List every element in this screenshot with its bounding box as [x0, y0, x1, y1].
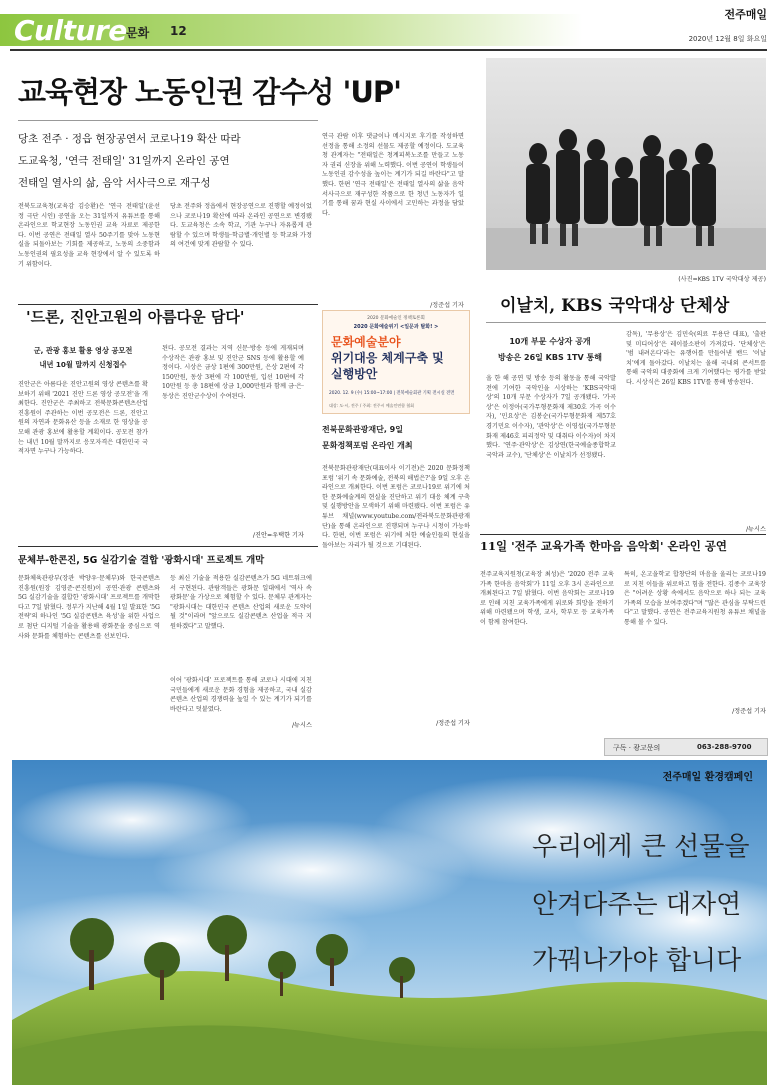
page-number: 12	[170, 24, 187, 38]
metaverse-body-col1: 문화체육관광부(장관 박양우·문체부)와 한국콘텐츠진흥원(원장 김영준·콘진원)이 공연·관광 콘텐츠와 5G 실감기술을 결합한 '광화시대' 프로젝트를 개막한다고 7일 밝혔다. 정부가 지난해 4월 1일 발표한 '5G전략'의 하나인 '5G 실감콘텐츠 육성'을 위한 사업으로 첨단 디지털 기술을 활용해 광화문을 중심으로 역사와 문화를 체험하는 콘텐츠를 선보인다.	[18, 575, 160, 640]
lead-subhead: 도교육청, '연극 전태일' 31일까지 온라인 공연	[18, 155, 230, 167]
lead-body-col2: 당초 전주와 정읍에서 현장공연으로 진행할 예정이었으나 코로나19 확산에 따라 온라인 공연으로 변경됐다. 도교육청은 소속 학교, 기관 누구나 자유롭게 관람할 수 있으며 학생들·학급별·개인별 등 학교와 가정의 여건에 맞게 관람할 수 있다.	[170, 203, 312, 249]
ad-title: 실행방안	[331, 367, 378, 381]
jinan-byline: /진안=우택한 기자	[252, 532, 304, 539]
forum-ad	[322, 310, 470, 414]
section-title-ko: 문화	[126, 26, 150, 40]
kbs-rule	[486, 322, 766, 323]
banner-line: 안겨다주는 대자연	[532, 890, 742, 920]
lead-body-col3: 연극 관람 이후 댓글이나 메시지로 후기를 작성하면 선정을 통해 소정의 선물도 제공할 예정이다. 도교육청 관계자는 "전태일은 청계피복노조를 만들고 노동자 권리 신장을 위해 노력했다. 이번 공연이 학생들이 노동인권 감수성을 높이는 계기가 되길 바란다"고 말했다. 한편 '연극 전태일'은 전태일 열사의 삶을 음악 서사극으로 재구성한 작품으로 한 청년 노동자가 일기를 통해 꿈과 현실 사이에서 고민하는 과정을 담았다.	[322, 133, 464, 217]
metaverse-body-col2: 등 최신 기술을 적용한 실감콘텐츠가 5G 네트워크에서 구현된다. 관람객들은 광화문 일대에서 '역사 속 광화문'을 가상으로 체험할 수 있다. 문체부 관계자는 "광화시대는 대한민국 콘텐츠 산업의 새로운 도약이 될 것"이라며 "앞으로도 실감콘텐츠 산업을 적극 지원하겠다"고 말했다.	[170, 575, 312, 630]
page-header	[0, 0, 777, 50]
jinan-headline: '드론, 진안고원의 아름다운 담다'	[26, 308, 245, 326]
kbs-body-col2: 감독), '무용상'은 김민숙(의료 무용단 대표), '출판 및 미디어상'은 레이블소판이 가져갔다. '단체상'은 '범 내려온다'라는 유행어를 만들어낸 밴드 '이날치'에게 돌아갔다. 이날치는 올해 국내외 콘서트를 통해 국악의 대중화에 크게 기여했다는 평가를 받았다. 시상식은 26일 KBS 1TV를 통해 방송된다.	[626, 331, 766, 386]
banner-label: 전주매일 환경캠페인	[662, 772, 753, 783]
issue-date: 2020년 12월 8일 화요일	[688, 35, 767, 43]
jinan-subhead: 내년 10월 말까지 신청접수	[39, 360, 127, 369]
lead-byline: /정준섭 기자	[430, 302, 464, 309]
music-byline: /정준섭 기자	[732, 708, 766, 715]
group-photo	[486, 58, 766, 270]
forum-byline: /정준섭 기자	[436, 720, 470, 727]
ad-title: 문화예술분야	[331, 335, 401, 349]
subscription-label: 구독 · 광고문의	[613, 744, 661, 752]
photo-caption: (사진=KBS 1TV 국악대상 제공)	[678, 276, 766, 283]
forum-body: 전북문화관광재단(대표이사 이기전)은 2020 문화정책포럼 '위기 속 문화예술, 전북의 해법은?'을 9일 오후 온라인으로 개최한다. 이번 포럼은 코로나19로 위기에 처한 문화예술계의 현실을 진단하고 위기 대응 체계 구축 및 실행방안을 모색하기 위해 마련됐다. 이번 포럼은 유튜브 채널(www.youtube.com/전라북도문화관광재단)을 통해 온라인으로 진행되며 누구나 시청이 가능하다. 한편, 이번 포럼은 위기에 처한 예술인들의 현실을 돌아보는 자리가 될 것으로 기대된다.	[322, 465, 470, 549]
subscription-phone: 063-288-9700	[697, 743, 752, 751]
section-rule	[480, 534, 766, 535]
subscription-bar	[604, 738, 768, 756]
metaverse-byline: /뉴시스	[291, 722, 312, 729]
forum-subhead: 전북문화관광재단, 9일	[322, 425, 403, 434]
music-body-col1: 전주교육지원청(교육장 최성)은 '2020 전주 교육가족 한마음 음악회'가 11일 오후 3시 온라인으로 개최된다고 7일 밝혔다. 이번 음악회는 코로나19로 인해 지친 교육가족에게 위로와 희망을 전하기 위해 마련됐으며 학생, 교사, 학부모 등 교육가족이 함께 참여한다.	[480, 571, 614, 626]
kbs-body-col1: 올 한 해 공연 및 방송 등의 활동을 통해 국악발전에 기여한 국악인을 시상하는 'KBS국악대상'의 10개 부문 수상자가 7일 공개됐다. '가곡상'은 이정아(국가무형문화재 제30호 가곡 이수자), '민요상'은 김봉순(국가무형문화재 제57호 경기민요 이수자), '관악상'은 이영섭(국가무형문화재 제46호 피리정악 및 대취타 이수자)이 차지했다. '연주·관악상'은 김상연(한국예술종합학교 국악과 교수), '단체상'은 이날치가 선정됐다.	[486, 375, 616, 459]
forum-subhead: 문화정책포럼 온라인 개최	[322, 441, 413, 450]
lead-headline: 교육현장 노동인권 감수성 'UP'	[18, 75, 402, 109]
section-rule	[18, 546, 318, 547]
lead-body-col1: 전북도교육청(교육감 김승환)은 '연극 전태일'(윤선정 극단 시인) 공연을 오는 31일까지 유튜브를 통해 온라인으로 학교현장 노동인권 교육 자료로 제공한다. 이번 공연은 전태일 열사 50주기를 맞아 노동현실을 되돌아보는 기회를 제공하고, 노동의 소중함과 노동인권의 필요성을 교육 현장에서 알 수 있도록 하기 위함이다.	[18, 203, 160, 268]
metaverse-headline: 문체부-한콘진, 5G 실감기술 결합 '광화시대' 프로젝트 개막	[18, 555, 265, 566]
jinan-body-col2: 된다. 공모전 결과는 지역 신문·방송 등에 게재되며 수상작은 관광 홍보 및 진안군 SNS 등에 활용할 예정이다. 시상은 금상 1편에 300만원, 은상 2편에 각 150만원, 동상 3편에 각 100만원, 입선 10편에 각 10만원 등 총 18편에 상금 1,000만원과 함께 금·은·동상은 진안군수상이 수여된다.	[162, 345, 304, 400]
section-rule-mid	[18, 304, 318, 305]
ad-top: 2020 문화예술인 정책토론회	[367, 316, 425, 321]
ad-tagline: 2020 문화예술위기 <일문과 탈화! >	[353, 324, 439, 330]
ad-foot: 대상: 도·시, 전주 / 주최: 전주시 예술인연합 협회	[329, 403, 415, 408]
lead-subhead: 전태일 열사의 삶, 음악 서사극으로 재구성	[18, 177, 211, 189]
banner-line: 우리에게 큰 선물을	[532, 832, 750, 862]
lead-subhead: 당초 전주 · 정읍 현장공연서 코로나19 확산 따라	[18, 133, 241, 145]
kbs-byline: /뉴시스	[745, 526, 766, 533]
banner-line: 가꿔나가야 합니다	[532, 946, 742, 976]
environment-banner	[12, 760, 767, 1085]
kbs-headline: 이날치, KBS 국악대상 단체상	[500, 296, 730, 316]
landscape-illustration	[12, 760, 767, 1085]
metaverse-body-col3: 이어 '광화시대' 프로젝트를 통해 코로나 시대에 지친 국민들에게 새로운 문화 경험을 제공하고, 국내 실감콘텐츠 산업의 경쟁력을 높일 수 있는 계기가 되기를 바란다고 덧붙였다.	[170, 677, 312, 713]
paper-name: 전주매일	[724, 8, 767, 21]
ad-title: 위기대응 체계구축 및	[331, 351, 444, 365]
lead-subheads	[18, 128, 318, 194]
jinan-body-col1: 진안군은 아름다운 진안고원의 영상 콘텐츠를 확보하기 위해 '2021 진안 드론 영상 공모전'을 개최한다. 진안군은 주최하고 전북문화콘텐츠산업진흥원이 주관하는 이번 공모전은 드론, 진안고원의 자연과 문화유산 등을 소재로 한 영상을 공모해 관광 홍보에 활용할 계획이다. 공모전 참가는 내년 10월 말까지로 응모자격은 대한민국 국적자면 누구나 가능하다.	[18, 381, 148, 456]
section-title-en: Culture	[14, 14, 127, 47]
music-body-col2: 특히, 온고을학교 합창단의 마음을 울리는 코로나19로 지친 이들을 위로하고 힘을 전한다. 김종수 교육장은 "어려운 상황 속에서도 음악으로 하나 되는 교육가족의 모습을 보여주겠다"며 "많은 관심을 부탁드린다"고 말했다. 공연은 전주교육지원청 유튜브 채널을 통해 볼 수 있다.	[624, 571, 766, 626]
ad-info: 2020. 12. 9 (수) 15:00~17:00 | 전북예술회관 기획 전시실 전면	[329, 391, 455, 396]
jinan-subhead: 군, 관광 홍보 활용 영상 공모전	[33, 346, 133, 355]
header-rule	[10, 49, 767, 51]
lead-rule	[18, 120, 318, 121]
music-headline: 11일 '전주 교육가족 한마음 음악회' 온라인 공연	[480, 539, 728, 553]
kbs-subhead: 10개 부문 수상자 공개	[509, 337, 591, 346]
kbs-subhead: 방송은 26일 KBS 1TV 통해	[498, 353, 602, 362]
